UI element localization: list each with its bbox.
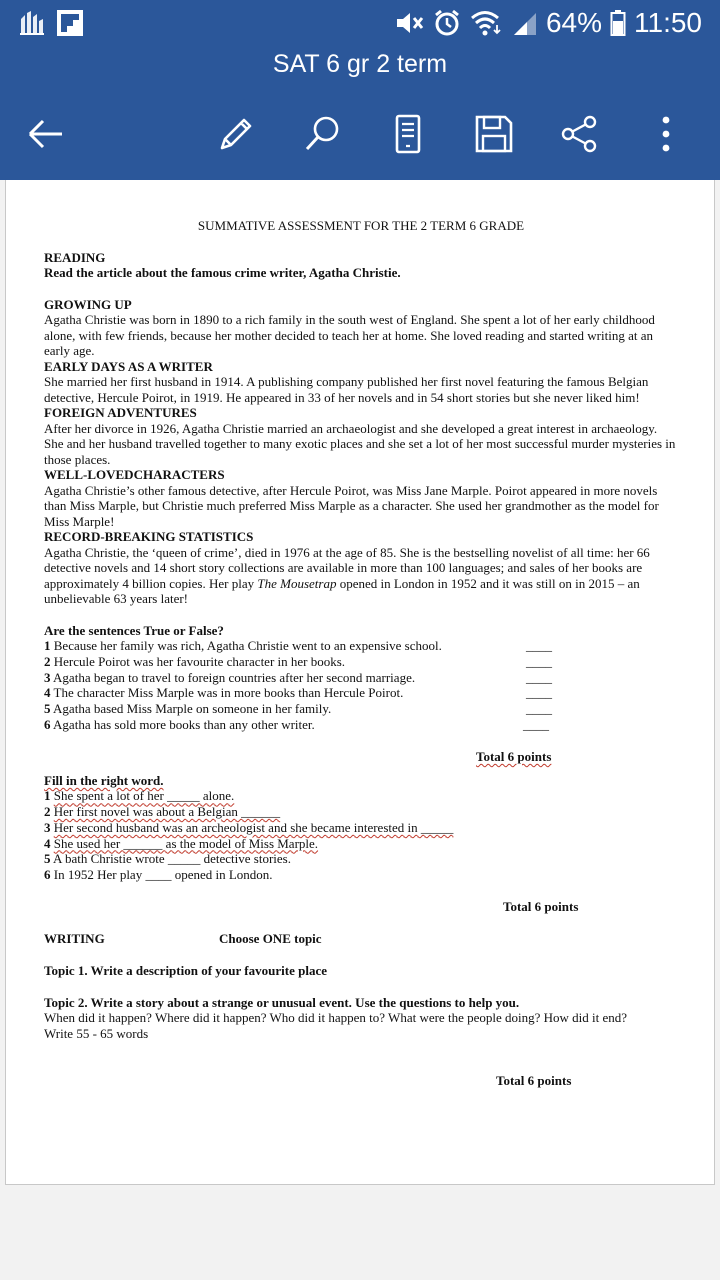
item-text: Because her family was rich, Agatha Christie went to an expensive school.	[53, 638, 442, 653]
save-icon	[474, 114, 514, 154]
writing-label: WRITING	[44, 931, 105, 947]
topic-questions: When did it happen? Where did it happen? Who did it happen to? What were the people doing? How did it end?	[44, 1010, 628, 1026]
item-number: 3	[44, 819, 51, 835]
section-text: Agatha Christie was born in 1890 to a rich family in the south west of England. She spent a lot of her early childhood alone, with few friends, because her mother decided to teach her at home. She loved reading and started writing at an early age.	[44, 312, 655, 358]
play-title: The Mousetrap	[257, 575, 337, 591]
item-number: 4	[44, 835, 51, 851]
item-number: 6	[44, 867, 51, 883]
mobile-view-icon	[388, 114, 428, 154]
signal-icon	[512, 9, 538, 37]
fill-in-item	[44, 788, 678, 804]
app-icon	[18, 9, 46, 37]
more-options-icon	[646, 114, 686, 154]
section-title: GROWING UP	[44, 296, 132, 312]
save-button[interactable]	[468, 108, 520, 160]
total-points: Total 6 points	[503, 899, 579, 915]
writing-header	[44, 931, 678, 947]
document-heading: SUMMATIVE ASSESSMENT FOR THE 2 TERM 6 GRADE	[197, 218, 525, 233]
item-text: Agatha has sold more books than any other writer.	[53, 716, 315, 732]
item-number: 5	[44, 701, 51, 717]
true-false-item	[44, 654, 678, 670]
topic-1: Topic 1. Write a description of your favourite place	[44, 963, 327, 979]
app-header	[0, 0, 720, 180]
fill-in-item	[44, 804, 678, 820]
item-number: 1	[44, 638, 51, 653]
total-row	[44, 1073, 678, 1089]
answer-blank: ____	[526, 685, 552, 701]
document-page	[5, 180, 715, 1185]
fill-in-item	[44, 836, 678, 852]
true-false-item	[44, 685, 678, 701]
reading-label: READING	[44, 249, 106, 265]
toolbar	[0, 108, 720, 160]
share-button[interactable]	[553, 108, 605, 160]
section-text: Agatha Christie’s other famous detective, after Hercule Poirot, was Miss Jane Marple. Poirot appeared in more novels than Miss Marple, but Christie much preferred Miss Marple as a character. She used her grandmother as the model for Miss Marple!	[44, 482, 659, 529]
mobile-view-button[interactable]	[382, 108, 434, 160]
item-text: In 1952 Her play ____ opened in London.	[53, 867, 273, 883]
wifi-icon	[470, 9, 504, 37]
item-number: 4	[44, 685, 51, 701]
word-count: Write 55 - 65 words	[44, 1025, 149, 1041]
document-viewport[interactable]	[0, 180, 720, 1280]
flipboard-icon	[56, 9, 84, 37]
item-text: The character Miss Marple was in more books than Hercule Poirot.	[53, 685, 404, 701]
item-text: Agatha began to travel to foreign countries after her second marriage.	[53, 669, 416, 685]
section-title: WELL-LOVEDCHARACTERS	[44, 467, 225, 482]
true-false-title: Are the sentences True or False?	[44, 622, 224, 638]
answer-blank: ____	[526, 701, 552, 717]
text-part: opened in London in 1952 and it was still on in 2015 – an unbelievable 63 years later!	[44, 575, 640, 606]
section-text	[44, 545, 678, 607]
item-text: She used her ______ as the model of Miss Marple.	[53, 835, 319, 851]
item-text: She spent a lot of her _____ alone.	[53, 788, 235, 804]
pencil-edit-icon	[216, 114, 256, 154]
item-text: A bath Christie wrote _____ detective stories.	[53, 851, 291, 867]
back-arrow-icon	[26, 114, 66, 154]
clock: 11:50	[634, 7, 702, 38]
fill-in-item	[44, 851, 678, 867]
alarm-icon	[432, 8, 462, 38]
share-icon	[559, 114, 599, 154]
document-title: SAT 6 gr 2 term	[272, 50, 448, 78]
item-number: 1	[44, 788, 51, 804]
total-row	[44, 899, 678, 915]
total-points: Total 6 points	[476, 748, 552, 764]
answer-blank: ____	[526, 638, 552, 653]
choose-topic-label: Choose ONE topic	[219, 931, 322, 947]
battery-percent: 64%	[545, 7, 602, 38]
fill-in-title-text: Fill in the right word.	[44, 772, 164, 788]
item-number: 2	[44, 653, 51, 669]
section-title: RECORD-BREAKING STATISTICS	[44, 529, 254, 544]
text-part: Agatha Christie, the ‘queen of crime’, died in 1976 at the age of 85. She is the bestselling novelist of all time: her 66 detective novels and 14 short story collections are available in more than 100 languages; and sales of her books are approximately 4 billion copies. Her play	[44, 544, 650, 591]
battery-icon	[610, 9, 626, 37]
reading-instruction: Read the article about the famous crime writer, Agatha Christie.	[44, 265, 401, 280]
true-false-item	[44, 701, 678, 717]
section-text: After her divorce in 1926, Agatha Christie married an archaeologist and she developed a great interest in archaeology. She and her husband travelled together to many exotic places and she set a lot of her most successful murder mysteries in those places.	[44, 420, 676, 467]
answer-blank: ____	[526, 653, 552, 669]
true-false-item	[44, 717, 678, 733]
answer-blank: ____	[526, 669, 552, 685]
item-text: Agatha based Miss Marple on someone in her family.	[53, 701, 332, 717]
back-button[interactable]	[20, 108, 72, 160]
total-points: Total 6 points	[496, 1073, 572, 1089]
edit-button[interactable]	[210, 108, 262, 160]
item-text: Her second husband was an archeologist and she became interested in _____	[53, 819, 454, 835]
search-icon	[302, 114, 342, 154]
fill-in-item	[44, 820, 678, 836]
more-options-button[interactable]	[640, 108, 692, 160]
item-number: 3	[44, 669, 51, 685]
true-false-item	[44, 670, 678, 686]
true-false-item	[44, 638, 678, 654]
item-number: 6	[44, 716, 51, 732]
answer-blank: ____	[523, 716, 549, 732]
item-number: 2	[44, 804, 51, 820]
item-number: 5	[44, 851, 51, 867]
fill-in-title	[44, 773, 678, 789]
fill-in-item	[44, 867, 678, 883]
item-text: Hercule Poirot was her favourite character in her books.	[53, 653, 346, 669]
mute-icon	[394, 9, 424, 37]
search-button[interactable]	[296, 108, 348, 160]
section-text: She married her first husband in 1914. A publishing company published her first novel featuring the famous Belgian detective, Hercule Poirot, in 1919. He appeared in 33 of her novels and in 54 short stories but she never liked him!	[44, 374, 649, 405]
total-row	[44, 749, 678, 765]
topic-2: Topic 2. Write a story about a strange or unusual event. Use the questions to help you.	[44, 994, 520, 1010]
section-title: FOREIGN ADVENTURES	[44, 405, 197, 420]
item-text: Her first novel was about a Belgian ______	[53, 804, 281, 820]
section-title: EARLY DAYS AS A WRITER	[44, 358, 213, 374]
document-body	[44, 218, 678, 1089]
status-bar	[0, 0, 720, 46]
